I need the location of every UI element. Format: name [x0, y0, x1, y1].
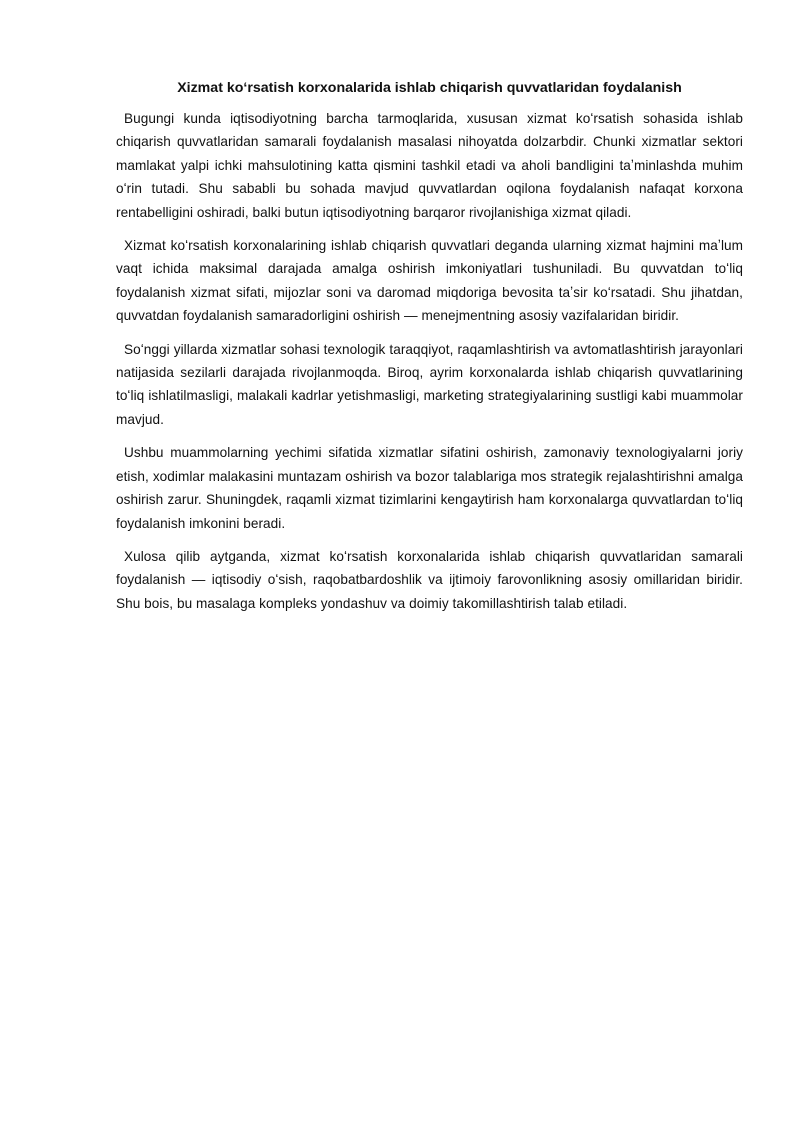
paragraph-recent-development: Soʻnggi yillarda xizmatlar sohasi texnologik taraqqiyot, raqamlashtirish va avtomatlashtirish jarayonlari natijasida sezilarli darajada rivojlanmoqda. Biroq, ayrim korxonalarda ishlab chiqarish quvvatlarining toʻliq ishlatilmasligi, malakali kadrlar yetishmasligi, marketing strategiyalarining sustligi kabi muammolar mavjud.: [116, 341, 743, 427]
paragraph-conclusion: Xulosa qilib aytganda, xizmat koʻrsatish korxonalarida ishlab chiqarish quvvatlaridan samarali foydalanish — iqtisodiy oʻsish, raqobatbardoshlik va ijtimoiy farovonlikning asosiy omillaridan biridir. Shu bois, bu masalaga kompleks yondashuv va doimiy takomillashtirish talab etiladi.: [116, 548, 743, 611]
paragraph-capacity-definition: Xizmat koʻrsatish korxonalarining ishlab chiqarish quvvatlari deganda ularning xizmat hajmini maʼlum vaqt ichida maksimal darajada amalga oshirish imkoniyatlari tushuniladi. Bu quvvatdan toʻliq foydalanish xizmat sifati, mijozlar soni va daromad miqdoriga bevosita taʼsir koʻrsatadi. Shu jihatdan, quvvatdan foydalanish samaradorligini oshirish — menejmentning asosiy vazifalaridan biridir.: [116, 238, 743, 324]
paragraph-introduction: Bugungi kunda iqtisodiyotning barcha tarmoqlarida, xususan xizmat koʻrsatish sohasida ishlab chiqarish quvvatlaridan samarali foydalanish masalasi nihoyatda dolzarbdir. Chunki xizmatlar sektori mamlakat yalpi ichki mahsulotining katta qismini tashkil etadi va aholi bandligini taʼminlashda muhim oʻrin tutadi. Shu sababli bu sohada mavjud quvvatlardan oqilona foydalanish nafaqat korxona rentabelligini oshiradi, balki butun iqtisodiyotning barqaror rivojlanishiga xizmat qiladi.: [116, 111, 743, 220]
document-title: Xizmat koʻrsatish korxonalarida ishlab chiqarish quvvatlaridan foydalanish: [177, 80, 682, 96]
paragraph-solutions: Ushbu muammolarning yechimi sifatida xizmatlar sifatini oshirish, zamonaviy texnologiyalarni joriy etish, xodimlar malakasini muntazam oshirish va bozor talablariga mos strategik rejalashtirishni amalga oshirish zarur. Shuningdek, raqamli xizmat tizimlarini kengaytirish ham korxonalarga quvvatlardan toʻliq foydalanish imkonini beradi.: [116, 445, 743, 531]
document-body: [116, 107, 743, 615]
